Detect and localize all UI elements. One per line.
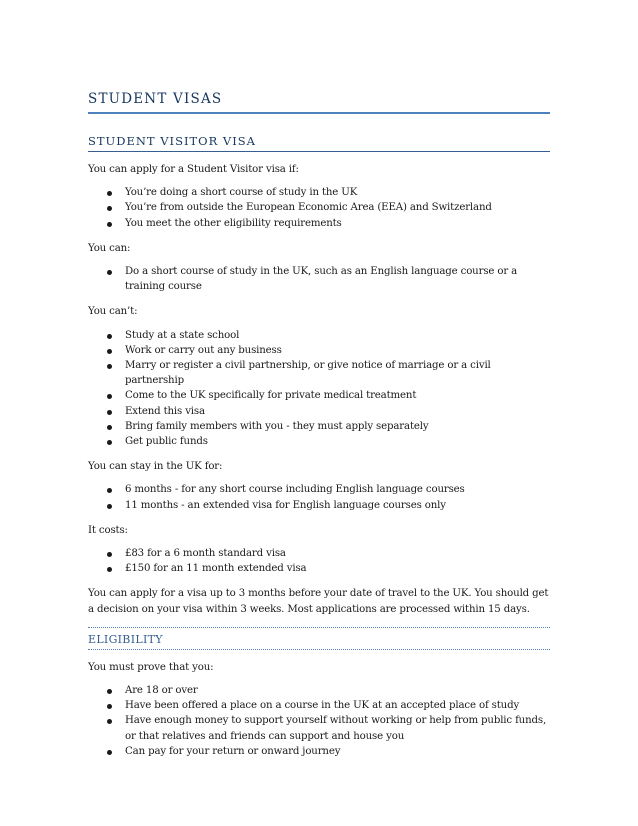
- list-item: Have been offered a place on a course in the UK at an accepted place of study: [88, 698, 550, 713]
- bullet-icon: [107, 689, 112, 694]
- bullet-icon: [107, 410, 112, 415]
- can-label: You can:: [88, 242, 131, 254]
- list-item: £150 for an 11 month extended visa: [88, 561, 550, 576]
- list-item: Bring family members with you - they must apply separately: [88, 419, 550, 434]
- cant-list: [88, 328, 550, 450]
- stay-list: [88, 482, 550, 512]
- list-item: £83 for a 6 month standard visa: [88, 546, 550, 561]
- bullet-icon: [107, 191, 112, 196]
- conditions-intro: You can apply for a Student Visitor visa if:: [88, 164, 299, 175]
- bullet-icon: [107, 349, 112, 354]
- list-item: Get public funds: [88, 434, 550, 449]
- section-heading-eligibility: ELIGIBILITY: [88, 632, 163, 646]
- eligibility-intro: You must prove that you:: [88, 661, 214, 673]
- bullet-icon: [107, 440, 112, 445]
- bullet-icon: [107, 270, 112, 275]
- bullet-icon: [107, 719, 112, 724]
- section-heading-student-visitor-visa: STUDENT VISITOR VISA: [88, 134, 256, 148]
- conditions-list: [88, 185, 550, 231]
- heading-underline: [88, 151, 550, 152]
- list-item: 11 months - an extended visa for English language courses only: [88, 498, 550, 513]
- eligibility-list: [88, 683, 550, 759]
- bullet-icon: [107, 425, 112, 430]
- bullet-icon: [107, 504, 112, 509]
- list-item: Do a short course of study in the UK, such as an English language course or a training course: [88, 264, 550, 294]
- bullet-icon: [107, 206, 112, 211]
- bullet-icon: [107, 222, 112, 227]
- list-item: Are 18 or over: [88, 683, 550, 698]
- list-item: You meet the other eligibility requirements: [88, 216, 550, 231]
- bullet-icon: [107, 704, 112, 709]
- list-item: You’re doing a short course of study in the UK: [88, 185, 550, 200]
- list-item: You’re from outside the European Economic Area (EEA) and Switzerland: [88, 200, 550, 215]
- list-item: Work or carry out any business: [88, 343, 550, 358]
- bullet-icon: [107, 552, 112, 557]
- list-item: Extend this visa: [88, 404, 550, 419]
- document-title: STUDENT VISAS: [88, 91, 223, 107]
- list-item: Marry or register a civil partnership, or give notice of marriage or a civil partnership: [88, 358, 550, 388]
- bullet-icon: [107, 364, 112, 369]
- bullet-icon: [107, 334, 112, 339]
- heading-rule-top: [88, 627, 550, 628]
- list-item: Can pay for your return or onward journey: [88, 744, 550, 759]
- cost-label: It costs:: [88, 524, 128, 536]
- stay-label: You can stay in the UK for:: [88, 461, 223, 473]
- cost-list: [88, 546, 550, 576]
- document-page: [88, 90, 550, 759]
- bullet-icon: [107, 488, 112, 493]
- list-item: Study at a state school: [88, 328, 550, 343]
- list-item: Have enough money to support yourself without working or help from public funds, or that relatives and friends can support and house you: [88, 713, 550, 743]
- bullet-icon: [107, 750, 112, 755]
- can-list: [88, 264, 550, 294]
- heading-rule-bottom: [88, 649, 550, 650]
- list-item: 6 months - for any short course including English language courses: [88, 482, 550, 497]
- timing-note: You can apply for a visa up to 3 months before your date of travel to the UK. You should get a decision on your visa within 3 weeks. Most applications are processed within 15 days.: [88, 588, 549, 615]
- cant-label: You can’t:: [88, 306, 138, 318]
- list-item: Come to the UK specifically for private medical treatment: [88, 388, 550, 403]
- bullet-icon: [107, 394, 112, 399]
- title-underline: [88, 112, 550, 114]
- bullet-icon: [107, 567, 112, 572]
